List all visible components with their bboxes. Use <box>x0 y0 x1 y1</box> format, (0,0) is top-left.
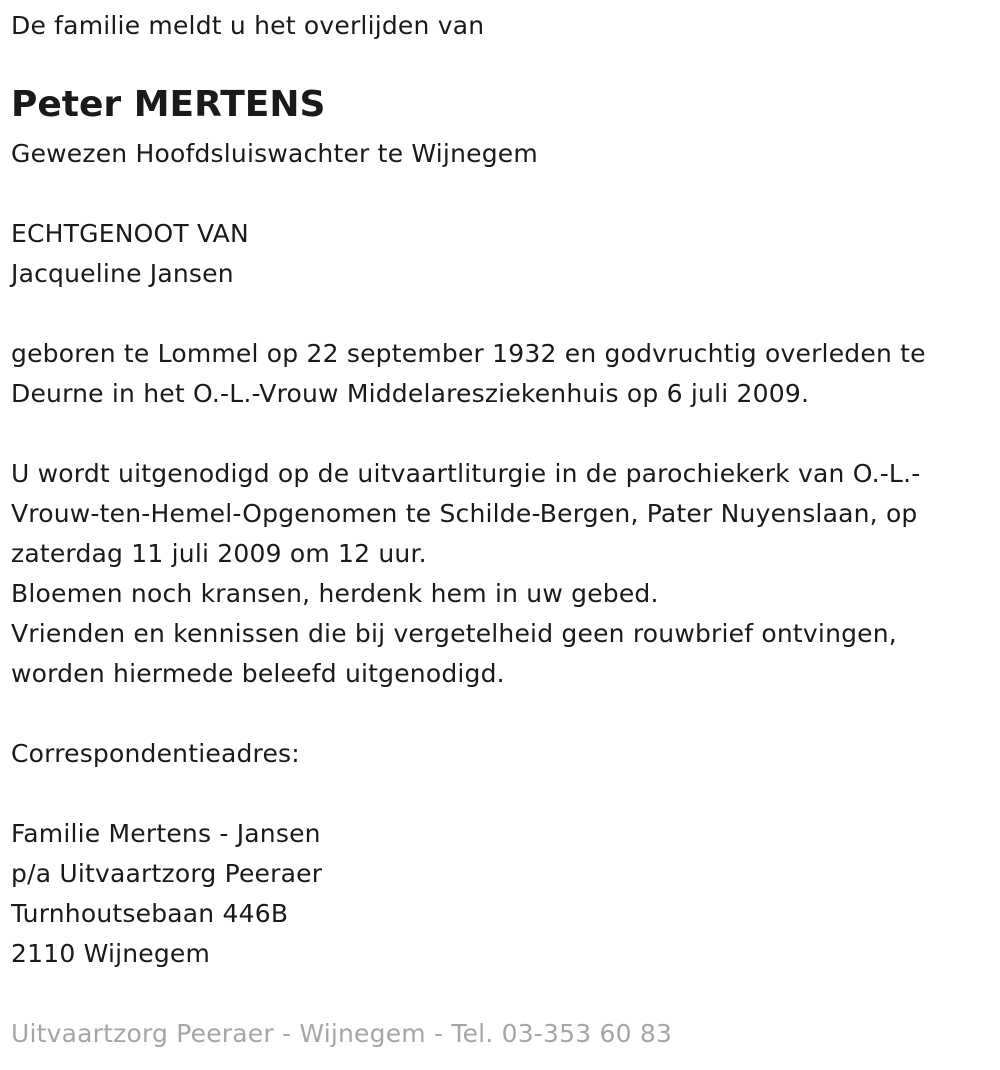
funeral-paragraph <box>11 454 920 694</box>
address-line: Familie Mertens - Jansen <box>11 819 321 848</box>
intro-text: De familie meldt u het overlijden van <box>11 11 485 40</box>
funeral-line: Vrouw-ten-Hemel-Opgenomen te Schilde-Bergen, Pater Nuyenslaan, op <box>11 499 918 528</box>
funeral-line: U wordt uitgenodigd op de uitvaartliturgie in de parochiekerk van O.-L.- <box>11 459 921 488</box>
birth-death-line: geboren te Lommel op 22 september 1932 en godvruchtig overleden te <box>11 339 926 368</box>
address-block <box>11 814 322 974</box>
correspondence-label: Correspondentieadres: <box>11 739 300 768</box>
deceased-name: Peter MERTENS <box>11 84 326 125</box>
funeral-home-footer: Uitvaartzorg Peeraer - Wijnegem - Tel. 03-353 60 83 <box>11 1019 673 1048</box>
funeral-line: zaterdag 11 juli 2009 om 12 uur. <box>11 539 427 568</box>
birth-death-paragraph <box>11 334 926 414</box>
address-line: Turnhoutsebaan 446B <box>11 899 289 928</box>
flowers-line: Bloemen noch kransen, herdenk hem in uw gebed. <box>11 579 659 608</box>
deceased-title-block <box>11 134 538 174</box>
correspondence-label-block <box>11 734 300 774</box>
birth-death-line: Deurne in het O.-L.-Vrouw Middelaresziekenhuis op 6 juli 2009. <box>11 379 810 408</box>
address-line: 2110 Wijnegem <box>11 939 211 968</box>
address-line: p/a Uitvaartzorg Peeraer <box>11 859 323 888</box>
spouse-block <box>11 214 249 294</box>
invitation-line: Vrienden en kennissen die bij vergetelheid geen rouwbrief ontvingen, <box>11 619 897 648</box>
spouse-name: Jacqueline Jansen <box>11 259 234 288</box>
deceased-title: Gewezen Hoofdsluiswachter te Wijnegem <box>11 139 538 168</box>
spouse-heading: ECHTGENOOT VAN <box>11 219 249 248</box>
invitation-line: worden hiermede beleefd uitgenodigd. <box>11 659 505 688</box>
